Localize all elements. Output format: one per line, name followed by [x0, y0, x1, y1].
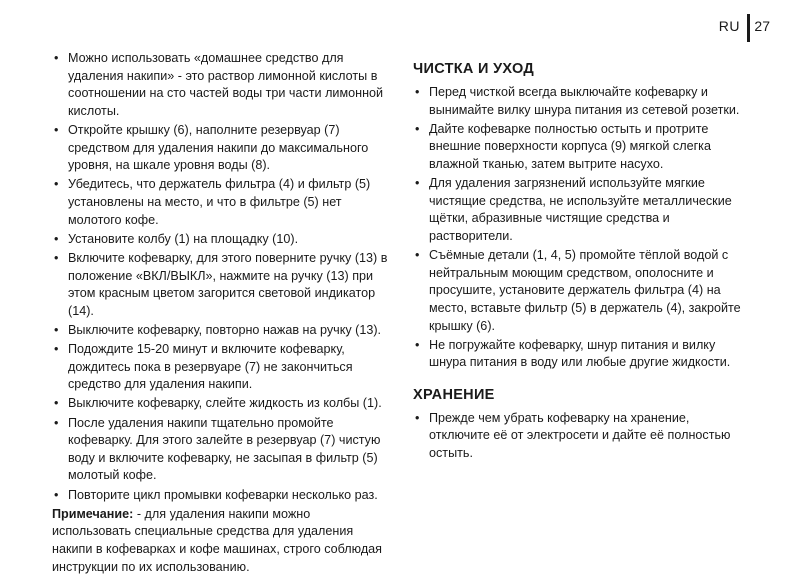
page-number: 27 [754, 18, 770, 34]
right-column [413, 50, 751, 464]
list-item: • Повторите цикл промывки кофеварки несколько раз. [52, 487, 388, 505]
list-item: • Прежде чем убрать кофеварку на хранение, отключите её от электросети и дайте её полностью остыть. [413, 410, 751, 463]
list-item: • Откройте крышку (6), наполните резервуар (7) средством для удаления накипи до максимального уровня, на шкале уровня воды (8). [52, 122, 388, 175]
section-title-cleaning: ЧИСТКА И УХОД [413, 61, 535, 77]
list-item: • Съёмные детали (1, 4, 5) промойте тёплой водой с нейтральным моющим средством, ополосните и просушите, установите держатель фильтра (4) на место, вставьте фильтр (5) в держатель (4), закройте крышку (6). [413, 247, 751, 335]
note-label: Примечание: [52, 506, 134, 521]
list-item: • После удаления накипи тщательно промойте кофеварку. Для этого залейте в резервуар (7) чистую воду и включите кофеварку, не засыпая в фильтр (5) молотый кофе. [52, 415, 388, 485]
descaling-steps-list [52, 50, 388, 504]
list-item: • Можно использовать «домашнее средство для удаления накипи» - это раствор лимонной кислоты в соотношении на сто частей воды три части лимонной кислоты. [52, 50, 388, 120]
note-text: - для удаления накипи можно использовать специальные средства для удаления накипи в кофеварках и кофе машинах, строго соблюдая инструкции по их использованию. [52, 506, 382, 574]
list-item: • Выключите кофеварку, повторно нажав на ручку (13). [52, 322, 388, 340]
descaling-note [52, 506, 388, 576]
list-item: • Убедитесь, что держатель фильтра (4) и фильтр (5) установлены на место, и что в фильтре (5) нет молотого кофе. [52, 176, 388, 229]
left-column [52, 50, 388, 576]
cleaning-list [413, 84, 751, 372]
language-label: RU [718, 18, 740, 34]
page-header [690, 14, 800, 42]
list-item: • Дайте кофеварке полностью остыть и протрите внешние поверхности корпуса (9) мягкой слегка влажной тканью, затем вытрите насухо. [413, 121, 751, 174]
section-title-storage: ХРАНЕНИЕ [413, 386, 495, 403]
storage-list [413, 410, 751, 463]
list-item: • Установите колбу (1) на площадку (10). [52, 231, 388, 249]
list-item: • Выключите кофеварку, слейте жидкость из колбы (1). [52, 395, 388, 413]
list-item: • Не погружайте кофеварку, шнур питания и вилку шнура питания в воду или любые другие жидкости. [413, 337, 751, 372]
list-item: • Включите кофеварку, для этого поверните ручку (13) в положение «ВКЛ/ВЫКЛ», нажмите на ручку (13) при этом красным цветом загорится световой индикатор (14). [52, 250, 388, 320]
list-item: • Для удаления загрязнений используйте мягкие чистящие средства, не используйте металлические щётки, абразивные чистящие средства и растворители. [413, 175, 751, 245]
list-item: • Перед чисткой всегда выключайте кофеварку и вынимайте вилку шнура питания из сетевой розетки. [413, 84, 751, 119]
list-item: • Подождите 15-20 минут и включите кофеварку, дождитесь пока в резервуаре (7) не закончиться средство для удаления накипи. [52, 341, 388, 394]
header-divider [747, 14, 750, 42]
